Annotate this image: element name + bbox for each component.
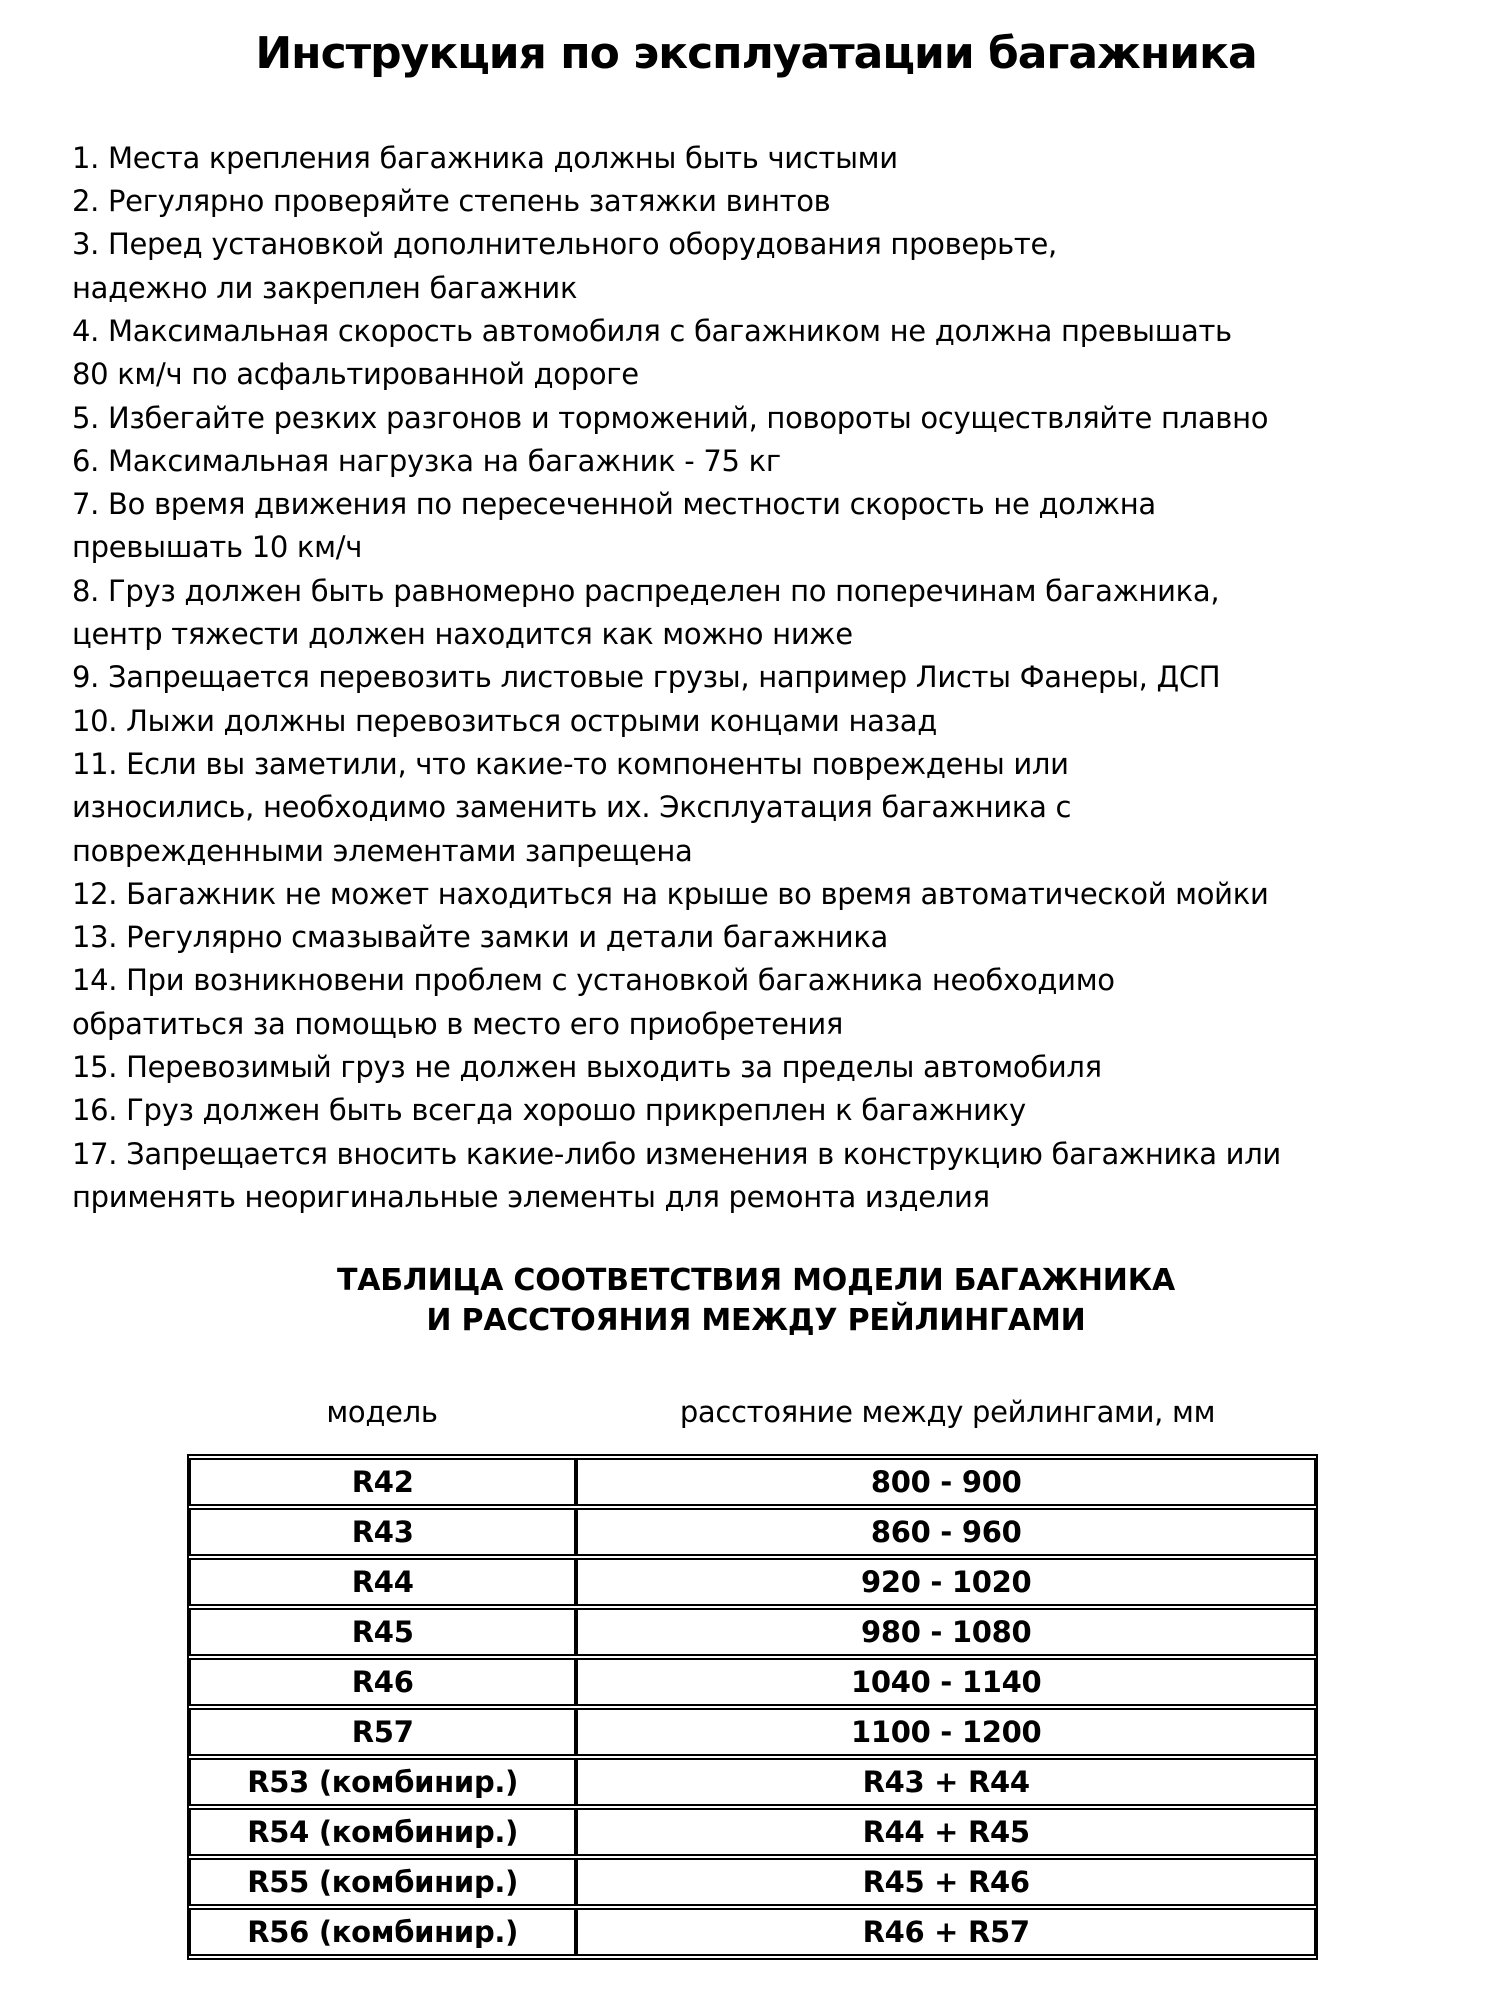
column-header-model: модель [326,1395,438,1430]
model-cell: R56 (комбинир.) [189,1908,576,1956]
distance-cell: R46 + R57 [576,1908,1316,1956]
model-cell: R43 [189,1508,576,1556]
instruction-line: обратиться за помощью в место его приобретения [72,1006,844,1041]
model-cell: R57 [189,1708,576,1756]
table-row [189,1758,1316,1806]
model-cell: R53 (комбинир.) [189,1758,576,1806]
instruction-line: 7. Во время движения по пересеченной местности скорость не должна [72,487,1156,522]
instruction-line: 1. Места крепления багажника должны быть чистыми [72,140,898,175]
instruction-line: 17. Запрещается вносить какие-либо изменения в конструкцию багажника или [72,1136,1281,1171]
model-cell: R45 [189,1608,576,1656]
instruction-line: 10. Лыжи должны перевозиться острыми концами назад [72,703,937,738]
instruction-line: 16. Груз должен быть всегда хорошо прикреплен к багажнику [72,1093,1026,1128]
distance-cell: 860 - 960 [576,1508,1316,1556]
table-section-title-line1: ТАБЛИЦА СООТВЕТСТВИЯ МОДЕЛИ БАГАЖНИКА [336,1263,1176,1299]
instruction-line: 2. Регулярно проверяйте степень затяжки винтов [72,184,831,219]
distance-cell: R44 + R45 [576,1808,1316,1856]
model-distance-table-body [189,1458,1316,1956]
model-cell: R46 [189,1658,576,1706]
distance-cell: 800 - 900 [576,1458,1316,1506]
table-section-title-line2: И РАССТОЯНИЯ МЕЖДУ РЕЙЛИНГАМИ [426,1303,1086,1339]
instruction-line: 14. При возникновени проблем с установкой багажника необходимо [72,963,1115,998]
column-header-distance: расстояние между рейлингами, мм [679,1395,1216,1430]
instruction-line: 80 км/ч по асфальтированной дороге [72,357,639,392]
instruction-list [72,137,1472,1219]
distance-cell: R45 + R46 [576,1858,1316,1906]
table-row [189,1458,1316,1506]
instruction-line: 12. Багажник не может находиться на крыше во время автоматической мойки [72,876,1269,911]
table-row [189,1908,1316,1956]
instruction-line: 13. Регулярно смазывайте замки и детали багажника [72,920,889,955]
distance-cell: 1040 - 1140 [576,1658,1316,1706]
instruction-line: 5. Избегайте резких разгонов и торможений, повороты осуществляйте плавно [72,400,1269,435]
table-row [189,1558,1316,1606]
distance-cell: 980 - 1080 [576,1608,1316,1656]
distance-cell: 920 - 1020 [576,1558,1316,1606]
instruction-line: 15. Перевозимый груз не должен выходить за пределы автомобиля [72,1050,1102,1085]
table-section-title [0,1261,1512,1341]
model-cell: R55 (комбинир.) [189,1858,576,1906]
instruction-line: центр тяжести должен находится как можно ниже [72,617,853,652]
instruction-line: 4. Максимальная скорость автомобиля с багажником не должна превышать [72,313,1232,348]
table-row [189,1658,1316,1706]
instruction-line: 8. Груз должен быть равномерно распределен по поперечинам багажника, [72,573,1220,608]
instruction-line: износились, необходимо заменить их. Эксплуатация багажника с [72,790,1072,825]
table-row [189,1858,1316,1906]
page-title: Инструкция по эксплуатации багажника [255,28,1257,79]
table-row [189,1508,1316,1556]
instruction-line: поврежденными элементами запрещена [72,833,693,868]
instruction-line: превышать 10 км/ч [72,530,363,565]
instruction-line: применять неоригинальные элементы для ремонта изделия [72,1179,990,1214]
model-cell: R54 (комбинир.) [189,1808,576,1856]
instruction-line: 6. Максимальная нагрузка на багажник - 75 кг [72,443,781,478]
instruction-line: 9. Запрещается перевозить листовые грузы, например Листы Фанеры, ДСП [72,660,1221,695]
model-distance-table [187,1454,1318,1960]
instruction-line: надежно ли закреплен багажник [72,270,578,305]
instruction-line: 3. Перед установкой дополнительного оборудования проверьте, [72,227,1057,262]
model-cell: R44 [189,1558,576,1606]
instruction-line: 11. Если вы заметили, что какие-то компоненты повреждены или [72,746,1069,781]
table-row [189,1808,1316,1856]
distance-cell: 1100 - 1200 [576,1708,1316,1756]
table-row [189,1708,1316,1756]
distance-cell: R43 + R44 [576,1758,1316,1806]
model-cell: R42 [189,1458,576,1506]
table-row [189,1608,1316,1656]
table-column-headers [187,1391,1318,1434]
